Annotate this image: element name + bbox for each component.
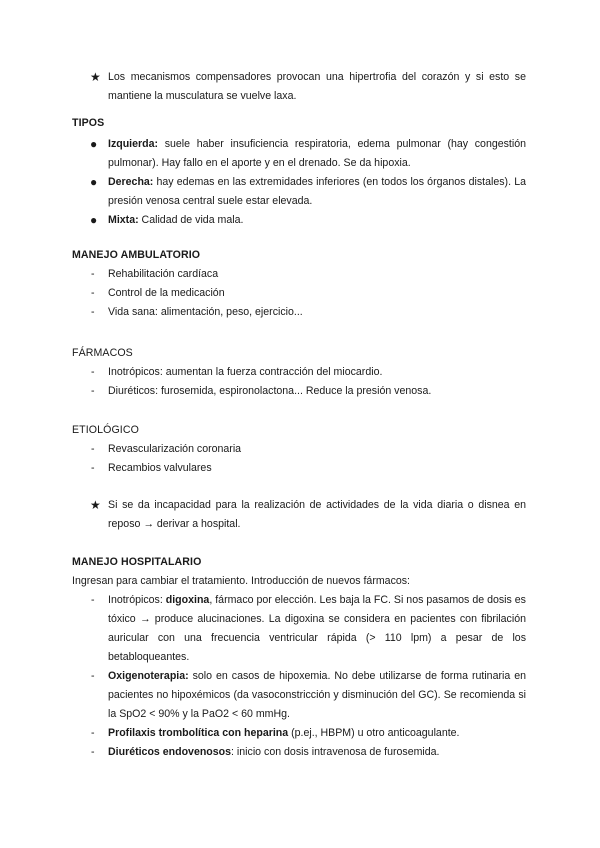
- list-item-text: Vida sana: alimentación, peso, ejercicio...: [108, 306, 303, 318]
- bullet-icon: ●: [90, 137, 98, 151]
- dash-marker: -: [91, 462, 95, 474]
- tipos-section: [0, 114, 600, 230]
- list-item-text: [108, 173, 526, 211]
- dash-marker: -: [91, 594, 95, 606]
- derivation-note-text: Si se da incapacidad para la realización de actividades de la vida diaria o disnea en reposo → derivar a hospital.: [108, 499, 526, 530]
- term-description: (p.ej., HBPM) u otro anticoagulante.: [288, 727, 460, 739]
- hospitalario-item-profilaxis: [0, 724, 600, 743]
- dash-marker: -: [91, 268, 95, 280]
- dash-marker: -: [91, 385, 95, 397]
- farmacos-section: [0, 344, 600, 401]
- list-item: [0, 363, 600, 382]
- term-label: Oxigenoterapia:: [108, 670, 189, 682]
- term-description: solo en casos de hipoxemia. No debe utilizarse de forma rutinaria en pacientes no hipoxémicos (da vasoconstricción y disminución del GC). Se recomienda si la SpO2 < 90% y la PaO2 < 60 mmHg.: [108, 670, 526, 720]
- tipos-item-izquierda: [0, 135, 600, 173]
- dash-marker: -: [91, 306, 95, 318]
- term-description: Calidad de vida mala.: [138, 214, 244, 226]
- list-item-text: [108, 667, 526, 724]
- list-item-text: Control de la medicación: [108, 287, 225, 299]
- hospitalario-item-oxigenoterapia: [0, 667, 600, 724]
- list-item: [0, 284, 600, 303]
- list-item-text: [108, 591, 526, 667]
- term-description: hay edemas en las extremidades inferiores (en todos los órganos distales). La presión venosa central suele estar elevada.: [108, 176, 526, 207]
- list-item-text: Recambios valvulares: [108, 462, 212, 474]
- star-icon: ★: [90, 70, 101, 84]
- hospitalario-item-inotropicos: [0, 591, 600, 667]
- ambulatorio-section: [0, 246, 600, 322]
- list-item-text: [108, 211, 526, 230]
- bullet-icon: ●: [90, 213, 98, 227]
- list-item: [0, 382, 600, 401]
- term-label: Diuréticos endovenosos: [108, 746, 232, 758]
- dash-marker: -: [91, 443, 95, 455]
- list-item-text: Rehabilitación cardíaca: [108, 268, 219, 280]
- hospitalario-heading: MANEJO HOSPITALARIO: [72, 556, 202, 568]
- term-description: : inicio con dosis intravenosa de furosemida.: [231, 746, 440, 758]
- term-label: Profilaxis trombolítica con heparina: [108, 727, 289, 739]
- list-item: [0, 440, 600, 459]
- dash-marker: -: [91, 746, 95, 758]
- farmacos-heading: FÁRMACOS: [72, 347, 133, 359]
- term-label: Izquierda:: [108, 138, 159, 150]
- hospitalario-item-diureticos: [0, 743, 600, 762]
- list-item: [0, 265, 600, 284]
- list-item-text: Inotrópicos: aumentan la fuerza contracción del miocardio.: [108, 366, 383, 378]
- star-icon: ★: [90, 498, 101, 512]
- list-item-text: [108, 743, 526, 762]
- compensation-note-text: Los mecanismos compensadores provocan una hipertrofia del corazón y si esto se mantiene la musculatura se vuelve laxa.: [108, 71, 526, 102]
- list-item-text: [108, 724, 526, 743]
- hospitalario-section: [0, 553, 600, 762]
- etiologico-section: [0, 421, 600, 478]
- hospitalario-intro: Ingresan para cambiar el tratamiento. Introducción de nuevos fármacos:: [72, 575, 411, 587]
- tipos-item-derecha: [0, 173, 600, 211]
- compensation-note: [0, 68, 600, 106]
- list-item: [0, 459, 600, 478]
- term-description: suele haber insuficiencia respiratoria, edema pulmonar (hay congestión pulmonar). Hay fallo en el aporte y en el drenado. Se da hipoxia.: [108, 138, 526, 169]
- tipos-heading: TIPOS: [72, 117, 105, 129]
- term-label: digoxina: [165, 594, 210, 606]
- list-item-text: [108, 135, 526, 173]
- dash-marker: -: [91, 287, 95, 299]
- etiologico-heading: ETIOLÓGICO: [72, 424, 139, 436]
- dash-marker: -: [91, 727, 95, 739]
- ambulatorio-heading: MANEJO AMBULATORIO: [72, 249, 201, 261]
- term-description: , fármaco por elección. Les baja la FC. Si nos pasamos de dosis es tóxico → produce alucinaciones. La digoxina se considera en pacientes con fibrilación auricular con una frecuencia ventricular rápida (> 110 lpm) a pesar de los betabloqueantes.: [108, 594, 526, 663]
- list-item: [0, 303, 600, 322]
- list-item-text: Diuréticos: furosemida, espironolactona... Reduce la presión venosa.: [108, 385, 432, 397]
- derivation-note: [0, 496, 600, 534]
- term-prefix: Inotrópicos:: [108, 594, 166, 606]
- term-label: Derecha:: [108, 176, 154, 188]
- dash-marker: -: [91, 366, 95, 378]
- list-item-text: Revascularización coronaria: [108, 443, 242, 455]
- tipos-item-mixta: [0, 211, 600, 230]
- dash-marker: -: [91, 670, 95, 682]
- term-label: Mixta:: [108, 214, 139, 226]
- bullet-icon: ●: [90, 175, 98, 189]
